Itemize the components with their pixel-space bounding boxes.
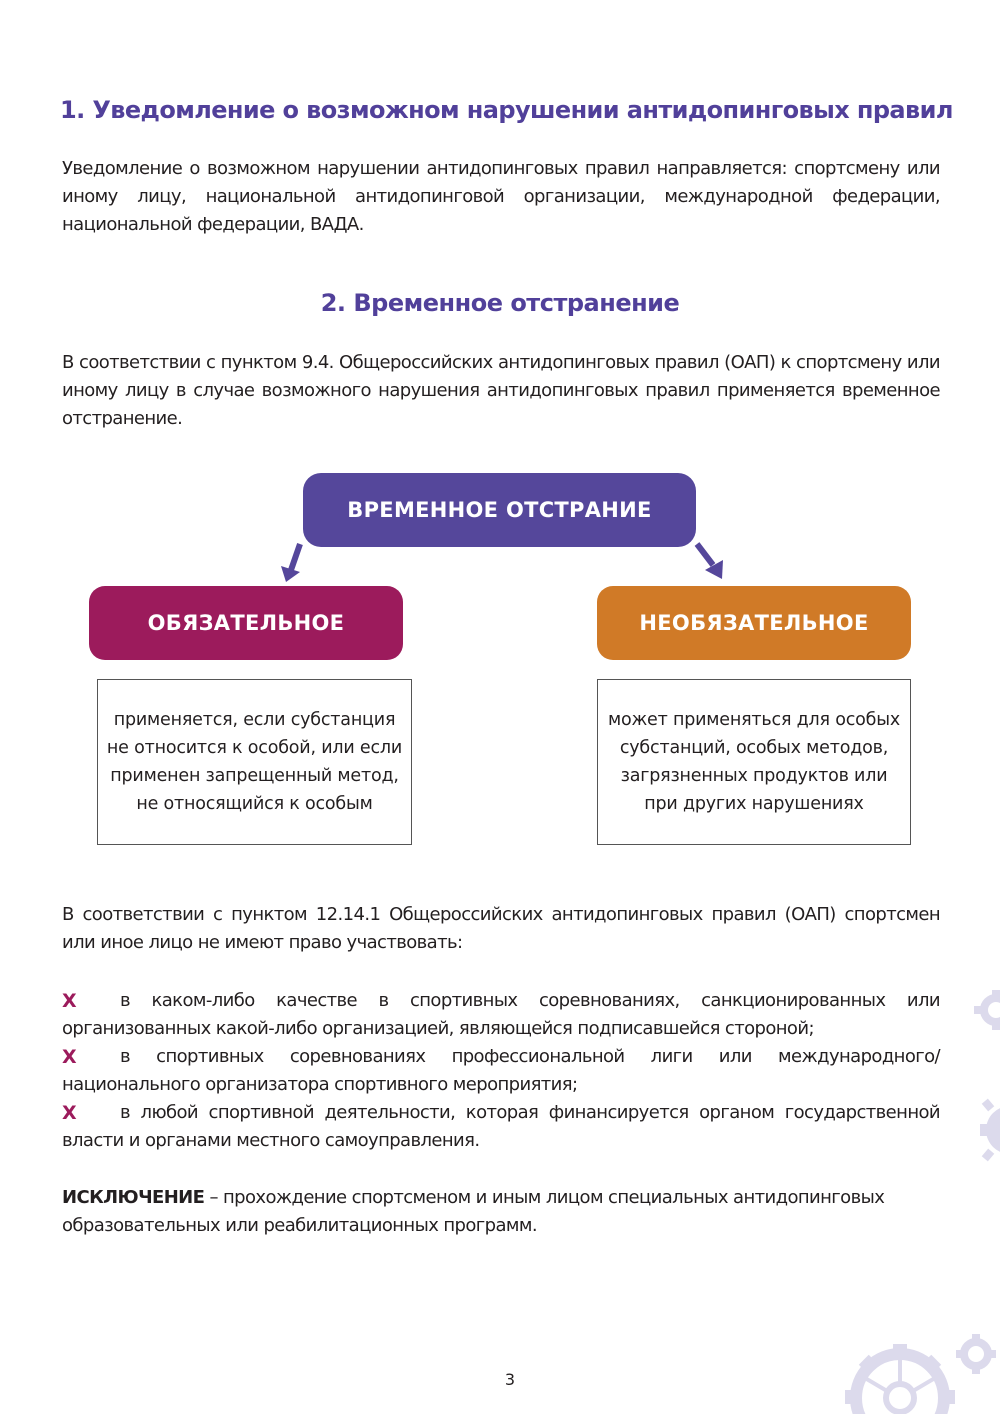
optional-line: загрязненных продуктов или: [620, 766, 888, 786]
mandatory-line: применен запрещенный метод,: [110, 766, 399, 786]
mandatory-box: [89, 586, 403, 660]
list-item: [62, 1043, 940, 1099]
x-mark-icon: X: [62, 990, 77, 1012]
section-2-paragraph: В соответствии с пунктом 9.4. Общероссийских антидопинговых правил (ОАП) к спортсмену или иному лицу в случае возможного нарушения антидопинговых правил применяется временное отстранение.: [62, 352, 940, 429]
mandatory-description: [97, 679, 412, 845]
gear-icon: [980, 1090, 1000, 1170]
arrow-down-left-icon: [278, 540, 308, 585]
list-item-text: в каком-либо качестве в спортивных соревнованиях, санкционированных или организованных какой-либо организацией, являющейся подписавшейся стороной;: [62, 990, 940, 1039]
arrow-down-right-icon: [693, 540, 728, 582]
optional-line: может применяться для особых: [607, 710, 901, 730]
mandatory-line: не относится к особой, или если: [106, 738, 403, 758]
gear-icon: [972, 988, 1000, 1032]
list-item: [62, 1099, 940, 1155]
list-item-text: в спортивных соревнованиях профессиональной лиги или международного/ национального организатора спортивного мероприятия;: [62, 1046, 940, 1095]
diagram-root-label: ВРЕМЕННОЕ ОТСТРАНИЕ: [347, 498, 652, 522]
optional-box: [597, 586, 911, 660]
exception-paragraph: [62, 1184, 940, 1240]
section-2-heading: 2. Временное отстранение: [320, 289, 680, 317]
list-item-text: в любой спортивной деятельности, которая финансируется органом государственной власти и органами местного самоуправления.: [62, 1102, 940, 1151]
x-mark-icon: X: [62, 1102, 77, 1124]
list-item: [62, 987, 940, 1043]
section-1-heading: 1. Уведомление о возможном нарушении антидопинговых правил: [60, 96, 953, 124]
optional-line: субстанций, особых методов,: [619, 738, 889, 758]
gear-icon: [843, 1318, 958, 1414]
prohibition-list: [62, 987, 940, 1155]
optional-label: НЕОБЯЗАТЕЛЬНОЕ: [639, 611, 869, 635]
diagram-root-box: [303, 473, 696, 547]
x-mark-icon: X: [62, 1046, 77, 1068]
exception-text: – прохождение спортсменом и иным лицом специальных антидопинговых образовательных или реабилитационных программ.: [62, 1187, 885, 1236]
exception-label: ИСКЛЮЧЕНИЕ: [62, 1187, 205, 1208]
optional-line: при других нарушениях: [644, 794, 864, 814]
gear-icon: [954, 1330, 1000, 1376]
section-1-paragraph: Уведомление о возможном нарушении антидопинговых правил направляется: спортсмену или иному лицу, национальной антидопинговой организации, международной федерации, национальной федерации, ВАДА.: [62, 158, 940, 235]
mandatory-line: применяется, если субстанция: [113, 710, 396, 730]
page-number: 3: [504, 1370, 516, 1389]
mandatory-label: ОБЯЗАТЕЛЬНОЕ: [147, 611, 345, 635]
section-3-intro: В соответствии с пунктом 12.14.1 Общероссийских антидопинговых правил (ОАП) спортсмен или иное лицо не имеют право участвовать:: [62, 904, 940, 953]
optional-description: [597, 679, 911, 845]
mandatory-line: не относящийся к особым: [136, 794, 373, 814]
